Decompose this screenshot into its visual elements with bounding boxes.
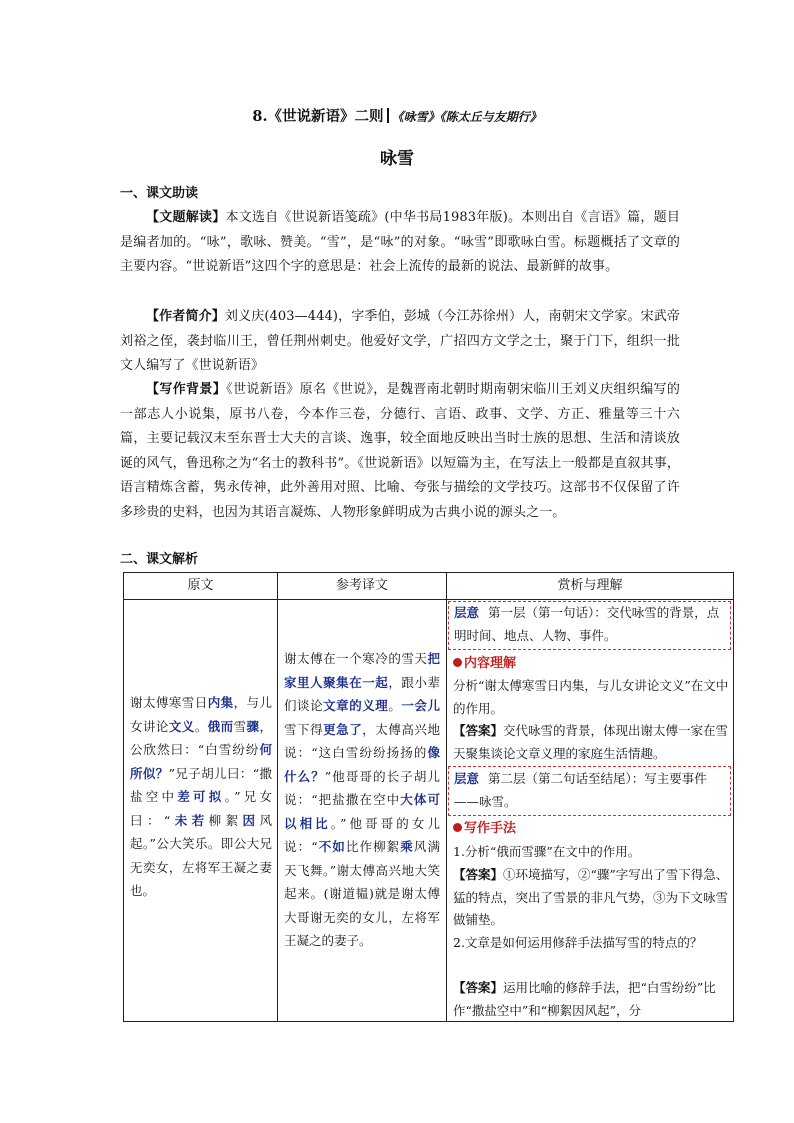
lesson-subtitle: 《咏雪》《陈太丘与友期行》: [391, 110, 542, 124]
paragraph-text: 本文选自《世说新语笺疏》(中华书局1983年版)。本则出自《言语》篇，题目是编者加的。“咏”，歌咏、赞美。“雪”，是“咏”的对象。“咏雪”即歌咏白雪。标题概括了文章的主要内容。“世说新语”这四个字的意思是：社会上流传的最新的说法、最新鲜的故事。: [120, 210, 680, 274]
layer1-label: 层意: [454, 605, 480, 620]
highlighted-term: 何所似？: [130, 742, 272, 781]
content-understanding-heading: [453, 653, 516, 675]
text-segment: ，公欣然曰：“白雪纷纷: [130, 718, 272, 757]
layer1-text: [454, 602, 726, 647]
highlighted-term: 差可拟: [177, 789, 225, 804]
text-segment: 。: [388, 698, 402, 713]
content-answer: [453, 720, 729, 765]
writing-technique-label: 写作手法: [464, 821, 517, 836]
lesson-title: 8.《世说新语》二则: [252, 108, 384, 125]
paragraph-tag: 【作者简介】: [146, 309, 225, 324]
text-segment: 风满天飞舞。”谢太傅高兴地大笑起来。(谢道韫)就是谢太傅大哥谢无奕的女儿，左将军王凝之的妻子。: [284, 839, 440, 948]
table-header-original: 原文: [187, 578, 214, 593]
bullet-dot-icon: [453, 823, 462, 832]
paragraph-author-intro: [120, 305, 680, 379]
text-segment: ，跟小辈们谈论: [284, 674, 440, 713]
highlighted-term: 因: [242, 812, 260, 828]
original-text: [130, 691, 272, 903]
text-segment: ”兄子胡儿曰：“撒盐空中: [130, 765, 272, 804]
technique-question-2: 2.文章是如何运用修辞手法描写雪的特点的？: [453, 935, 703, 950]
paragraph-writing-background: [120, 378, 680, 525]
content-question: 分析“谢太傅寒雪日内集，与儿女讲论文义”在文中的作用。: [453, 678, 729, 716]
layer2-text: [454, 768, 726, 813]
paragraph-tag: 【文题解读】: [146, 210, 226, 225]
answer-tag: 【答案】: [453, 980, 504, 995]
highlighted-term: 未若: [170, 812, 209, 828]
highlighted-term: 骤: [246, 718, 260, 734]
text-segment: 雪下得: [284, 721, 324, 737]
layer1-description: 第一层（第一句话）：交代咏雪的背景，点明时间、地点、人物、事件。: [454, 605, 720, 643]
highlighted-term: 更急了: [323, 721, 363, 737]
writing-technique-heading: [453, 818, 516, 840]
highlighted-term: 一会儿: [401, 698, 440, 713]
table-column-divider: [277, 573, 278, 1021]
highlighted-term: 俄而: [207, 718, 234, 734]
table-column-divider: [446, 573, 447, 1021]
text-segment: 谢太傅寒雪日: [130, 695, 208, 710]
highlighted-term: 内集: [207, 695, 234, 710]
technique-answer-1: [453, 864, 729, 932]
text-segment: 柳絮: [208, 812, 243, 828]
highlighted-term: 不如: [317, 839, 346, 854]
text-segment: 比作柳絮: [345, 839, 401, 854]
table-header-analysis: 赏析与理解: [557, 578, 623, 593]
text-segment: ，太傅高兴地说：“这白雪纷纷扬扬的: [284, 721, 440, 760]
text-segment: 。”他哥哥的女儿说：“: [284, 815, 440, 854]
text-segment: ，与儿女讲论: [130, 695, 272, 734]
text-segment: ”他哥哥的长子胡儿说：“把盐撒在空中: [284, 768, 440, 807]
paragraph-title-interpretation: [120, 206, 680, 280]
highlighted-term: 文义: [168, 718, 195, 734]
text-segment: 谢太傅在一个寒冷的雪天: [284, 651, 428, 666]
answer-text: 交代咏雪的背景，体现出谢太傅一家在雪天聚集谈论文章义理的家庭生活情趣。: [453, 723, 729, 761]
analysis-table: [123, 572, 734, 1022]
lesson-title-line: [0, 106, 794, 128]
section-heading-reading: 一、课文助读: [120, 186, 199, 201]
text-segment: 。”兄女曰：“: [130, 789, 272, 828]
bullet-dot-icon: [453, 658, 462, 667]
table-header-translation: 参考译文: [335, 578, 388, 593]
layer2-description: 第二层（第二句话至结尾）：写主要事件——咏雪。: [454, 771, 707, 809]
layer2-label: 层意: [454, 771, 480, 786]
text-segment: 雪: [233, 718, 247, 734]
title-separator: [387, 108, 389, 123]
answer-tag: 【答案】: [453, 723, 504, 738]
translation-text: [284, 647, 440, 953]
answer-tag: 【答案】: [453, 867, 504, 882]
highlighted-term: 大体可以相比: [284, 792, 440, 831]
technique-question-1: 1.分析“俄而雪骤”在文中的作用。: [453, 844, 641, 859]
answer-text: 运用比喻的修辞手法，把“白雪纷纷”比作“撒盐空中”和“柳絮因风起”，分: [453, 980, 716, 1018]
table-header-divider: [124, 599, 733, 600]
answer-text: ①环境描写，②“骤”字写出了雪下得急、猛的特点，突出了雪景的非凡气势，③为下文咏雪做铺垫。: [453, 867, 729, 927]
text-segment: 风起。”公大笑乐。即公大兄无奕女，左将军王凝之妻也。: [130, 812, 272, 898]
highlighted-term: 像什么？: [284, 745, 440, 784]
text-segment: 。: [194, 718, 208, 734]
paragraph-tag: 【写作背景】: [146, 382, 227, 397]
section-heading-analysis: 二、课文解析: [120, 552, 199, 567]
paragraph-text: 刘义庆(403—444)，字季伯，彭城（今江苏徐州）人，南朝宋文学家。宋武帝刘裕之侄，袭封临川王，曾任荆州刺史。他爱好文学，广招四方文学之士，聚于门下，组织一批文人编写了《世说新语》: [120, 309, 680, 373]
highlighted-term: 文章的义理: [323, 698, 389, 713]
highlighted-term: 把家里人聚集在一起: [284, 651, 440, 690]
paragraph-text: 《世说新语》原名《世说》，是魏晋南北朝时期南朝宋临川王刘义庆组织编写的一部志人小说集，原书八卷，今本作三卷，分德行、言语、政事、文学、方正、雅量等三十六篇，主要记载汉末至东晋士大夫的言谈、逸事，较全面地反映出当时士族的思想、生活和清谈放诞的风气，鲁迅称之为“名士的教科书”。《世说新语》以短篇为主，在写法上一般都是直叙其事，语言精炼含蓄，隽永传神，此外善用对照、比喻、夸张与描绘的文学技巧。这部书不仅保留了许多珍贵的史料，也因为其语言凝炼、人物形象鲜明成为古典小说的源头之一。: [120, 382, 680, 520]
page-subtitle: 咏雪: [380, 149, 414, 169]
technique-answer-2: [453, 977, 729, 1022]
highlighted-term: 乘: [400, 839, 414, 854]
content-understanding-label: 内容理解: [464, 656, 517, 671]
